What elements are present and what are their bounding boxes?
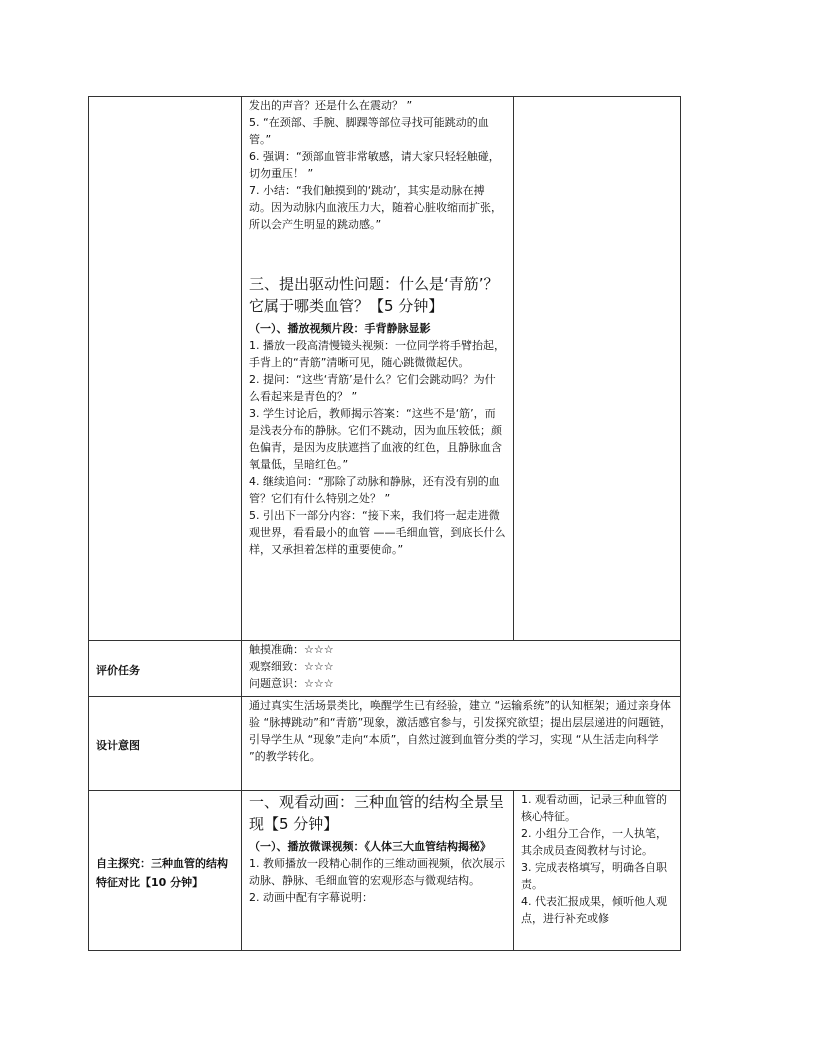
paragraph: 1. 观看动画，记录三种血管的核心特征。 [521, 793, 667, 823]
paragraph: 通过真实生活场景类比，唤醒学生已有经验，建立 “运输系统”的认知框架；通过亲身体验 “脉搏跳动”和“青筋”现象，激活感官参与，引发探究欲望；提出层层递进的问题链，引导学生从 “现象”走向“本质”，自然过渡到血管分类的学习，实现 “从生活走向科学 ”的教学转化。 [249, 699, 672, 763]
paragraph: 2. 小组分工合作，一人执笔，其余成员查阅教材与讨论。 [521, 827, 667, 857]
row-label: 自主探究：三种血管的结构特征对比【10 分钟】 [96, 856, 228, 889]
eval-content-cell [242, 641, 681, 697]
explore-teacher-cell [242, 791, 514, 951]
paragraph: 7. 小结：“我们触摸到的‘跳动’，其实是动脉在搏动。因为动脉内血液压力大，随着心脏收缩而扩张，所以会产生明显的跳动感。” [249, 184, 502, 231]
teacher-activity-cell [242, 97, 514, 641]
eval-item: 观察细致：☆☆☆ [249, 660, 334, 673]
row-label: 评价任务 [96, 664, 140, 677]
paragraph: 4. 继续追问：“那除了动脉和静脉，还有没有别的血管？它们有什么特别之处？ ” [249, 475, 500, 505]
row-label: 设计意图 [96, 739, 140, 752]
paragraph: 发出的声音？还是什么在震动？ ” [249, 99, 413, 112]
lesson-plan-table [88, 96, 681, 951]
paragraph: 3. 完成表格填写，明确各自职责。 [521, 861, 667, 891]
design-content-cell [242, 697, 681, 791]
paragraph: 5. “在颈部、手腕、脚踝等部位寻找可能跳动的血管。” [249, 116, 489, 146]
student-activity-cell [514, 97, 681, 641]
sub-heading: （一）、播放视频片段：手背静脉显影 [249, 322, 431, 335]
eval-label-cell [89, 641, 242, 697]
eval-item: 触摸准确：☆☆☆ [249, 643, 334, 656]
explore-label-cell [89, 791, 242, 951]
sub-heading: （一）、播放微课视频：《人体三大血管结构揭秘》 [249, 840, 491, 853]
section-heading: 三、提出驱动性问题：什么是‘青筋’？它属于哪类血管？【5 分钟】 [249, 275, 499, 315]
table-row [89, 697, 681, 791]
table-row [89, 791, 681, 951]
table-row [89, 97, 681, 641]
empty-label-cell [89, 97, 242, 641]
paragraph: 2. 动画中配有字幕说明： [249, 891, 373, 904]
section-heading: 一、观看动画：三种血管的结构全景呈现【5 分钟】 [249, 793, 505, 833]
paragraph: 6. 强调：“颈部血管非常敏感，请大家只轻轻触碰，切勿重压！ ” [249, 150, 500, 180]
paragraph: 4. 代表汇报成果，倾听他人观点，进行补充或修 [521, 895, 667, 925]
design-label-cell [89, 697, 242, 791]
eval-item: 问题意识：☆☆☆ [249, 677, 334, 690]
paragraph: 1. 教师播放一段精心制作的三维动画视频，依次展示动脉、静脉、毛细血管的宏观形态与微观结构。 [249, 857, 505, 887]
table-row [89, 641, 681, 697]
paragraph: 3. 学生讨论后，教师揭示答案：“这些不是‘筋’，而是浅表分布的静脉。它们不跳动，因为血压较低；颜色偏青，是因为皮肤遮挡了血液的红色，且静脉血含氧量低，呈暗红色。” [249, 407, 502, 471]
paragraph: 5. 引出下一部分内容：“接下来，我们将一起走进微观世界，看看最小的血管 ——毛细血管，到底长什么样，又承担着怎样的重要使命。” [249, 509, 506, 556]
paragraph: 2. 提问：“这些‘青筋’是什么？它们会跳动吗？为什么看起来是青色的？ ” [249, 373, 496, 403]
paragraph: 1. 播放一段高清慢镜头视频：一位同学将手臂抬起，手背上的“青筋”清晰可见，随心跳微微起伏。 [249, 339, 505, 369]
explore-student-cell [514, 791, 681, 951]
